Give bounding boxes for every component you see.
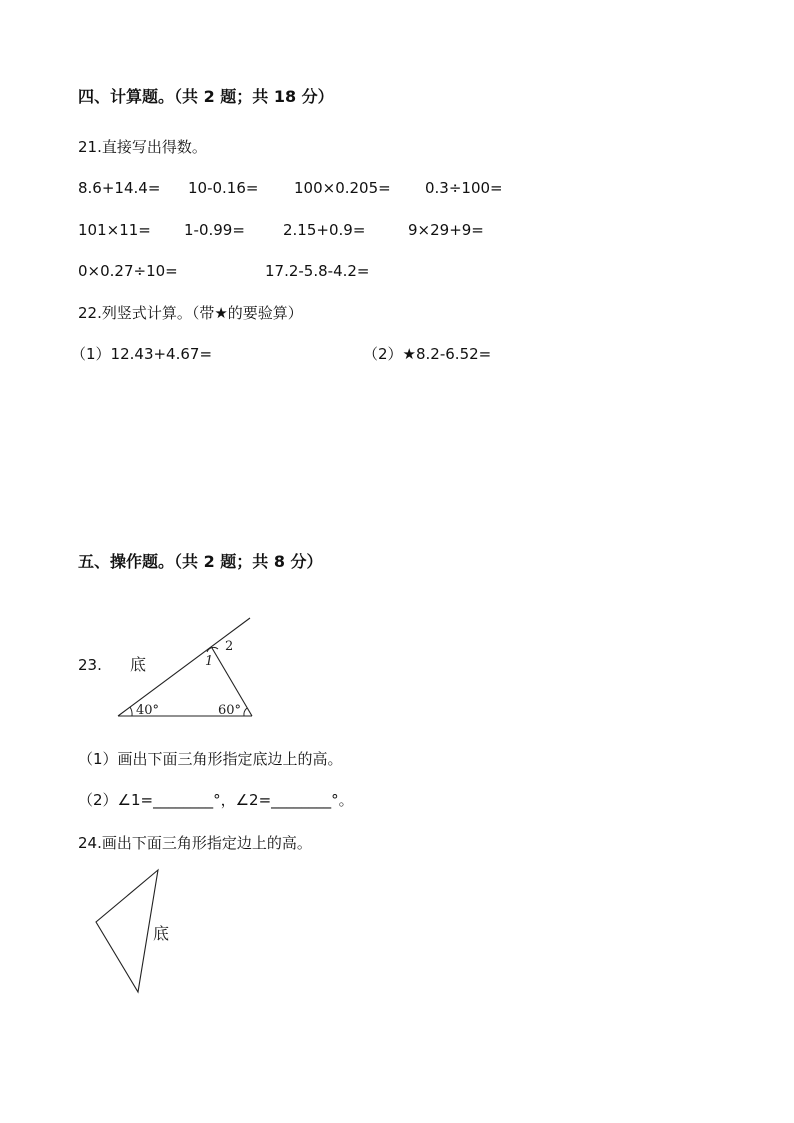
q21-prompt: 21.直接写出得数。 [78,138,207,156]
section5-heading: 五、操作题。（共 2 题；共 8 分） [78,552,323,571]
q21-item-9: 0×0.27÷10= [78,262,178,280]
q24-triangle [96,870,158,992]
q22-prompt: 22.列竖式计算。（带★的要验算） [78,304,303,322]
q23-triangle-figure [110,610,270,722]
q23-angle-arc-left [130,707,132,716]
q23-angle-arc-right [244,708,247,716]
q23-part2: （2）∠1=________°，∠2=________°。 [78,791,354,809]
q21-item-10: 17.2-5.8-4.2= [265,262,370,280]
q22-part2: （2）★8.2-6.52= [363,345,492,363]
q21-item-2: 10-0.16= [188,179,259,197]
q21-item-6: 1-0.99= [184,221,245,239]
q23-angle-left-label: 40° [136,703,160,718]
section4-heading: 四、计算题。（共 2 题；共 18 分） [78,87,334,106]
q21-item-4: 0.3÷100= [425,179,503,197]
q23-number: 23. [78,656,102,674]
q24-prompt: 24.画出下面三角形指定边上的高。 [78,834,312,852]
q21-item-7: 2.15+0.9= [283,221,366,239]
q24-triangle-figure [90,866,190,998]
q21-item-1: 8.6+14.4= [78,179,161,197]
q23-base-label: 底 [130,655,147,674]
q23-angle-right-label: 60° [218,703,242,718]
q23-angle1-label: 1 [205,654,214,669]
q22-part1: （1）12.43+4.67= [71,345,213,363]
q23-part1: （1）画出下面三角形指定底边上的高。 [78,750,343,768]
q21-item-8: 9×29+9= [408,221,484,239]
q23-angle2-label: 2 [225,639,234,654]
q21-item-3: 100×0.205= [294,179,391,197]
q24-base-label: 底 [153,924,170,943]
q21-item-5: 101×11= [78,221,151,239]
